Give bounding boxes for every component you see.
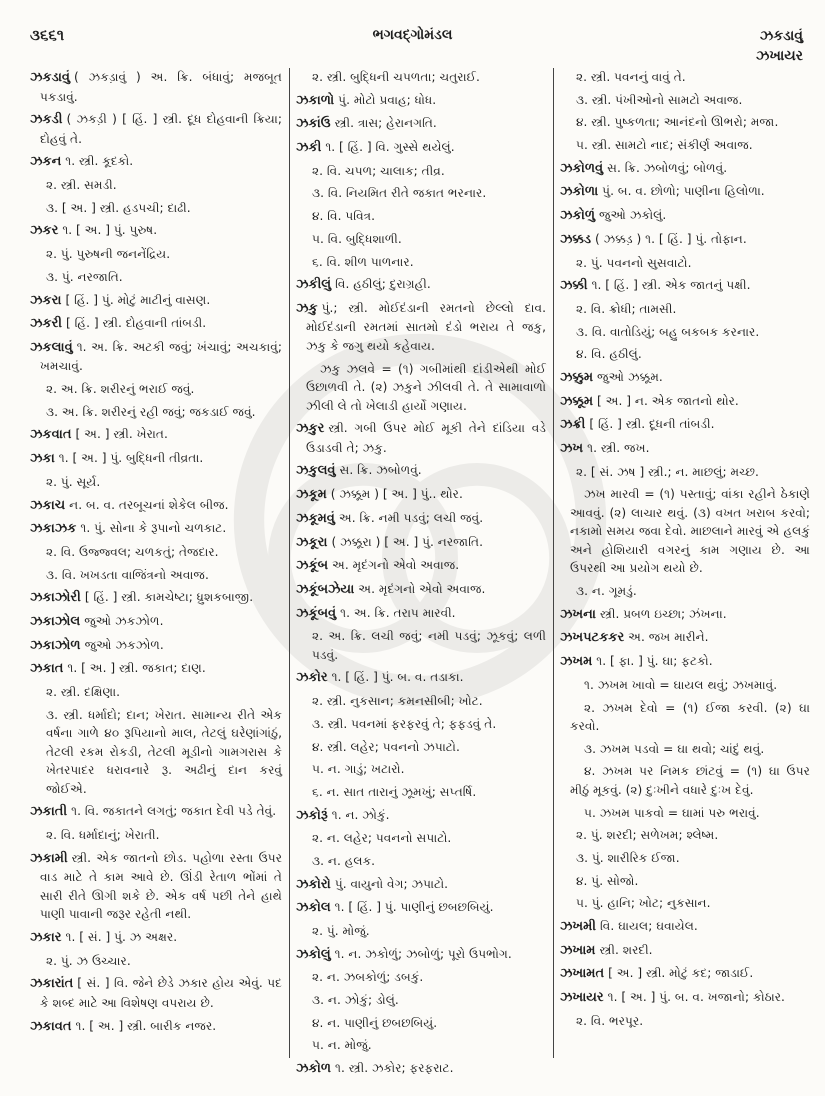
definition: [ અ. ] સ્ત્રી. ખેરાત. <box>75 427 168 442</box>
definition: ૪. વિ. પવિત્ર. <box>312 209 376 224</box>
definition: [ અ. ] ન. એક જાતનો થોર. <box>597 393 739 408</box>
definition: ૩. પું. નરજાતિ. <box>46 269 123 284</box>
headword: ઝકોળા <box>560 184 599 200</box>
definition: જુઓ ઝક્કૂમ. <box>597 369 663 384</box>
sub-sense <box>566 872 810 891</box>
definition: ૧. [ હિં. ] પું. બ. વ. તડાકા. <box>331 670 464 685</box>
sub-sense <box>302 184 546 203</box>
dictionary-entry <box>296 533 546 553</box>
definition: ૨. અ. ક્રિ. શરીરનું ભરાઈ જવું. <box>46 382 195 397</box>
dictionary-entry <box>560 439 810 459</box>
definition: જુઓ ઝકઝોળ. <box>84 637 164 652</box>
definition: અ. મૃદંગનો એવો અવાજ. <box>358 581 486 596</box>
column-divider <box>289 68 290 1058</box>
dictionary-entry <box>296 485 546 505</box>
headword: ઝકોરો <box>296 876 331 892</box>
usage-phrase <box>560 676 810 695</box>
headword: ઝકોલ <box>296 900 331 916</box>
headword: ઝકાળો <box>296 92 335 108</box>
dictionary-entry <box>30 496 282 516</box>
dictionary-entry <box>296 556 546 576</box>
sub-sense <box>302 852 546 871</box>
definition: ૨. ન. ઝબકોળું; ડબકું. <box>312 970 424 985</box>
sub-sense <box>302 253 546 272</box>
headword: ઝક્રી <box>560 417 586 433</box>
sub-sense <box>302 692 546 711</box>
headword: ઝકાઝોલ <box>30 613 81 629</box>
headword: ઝકડાવું <box>30 70 71 85</box>
dictionary-entry <box>560 988 810 1008</box>
dictionary-entry <box>296 419 546 457</box>
headword: ઝકારાંત <box>30 976 74 992</box>
sub-sense <box>566 463 810 482</box>
definition: ૫. ન. ગાડું; ખટારો. <box>312 762 405 777</box>
definition: સ. ક્રિ. ઝબોળવું; બોળવું. <box>607 160 728 175</box>
dictionary-entry <box>296 275 546 295</box>
definition: વિ. ઘાયલ; ઘવાયેલ. <box>599 919 698 933</box>
definition: [ સં. ] વિ. જેને છેડે ઝકાર હોય એવું. પદ કે શબ્દ માટે આ વિશેષણ વપરાય છે. <box>40 976 282 1010</box>
definition: સ્ત્રી. એક જાતનો છોડ. પહોળા રસ્તા ઉપર વાડ માટે તે કામ આવે છે. ઊંડી રેતાળ ભોંમાં તે સારી રીતે ઊગી શકે છે. એક વર્ષ પછી તેને હાથે પાણી પાવાની જરૂર રહેતી નથી. <box>40 850 282 922</box>
dictionary-entry <box>560 964 810 984</box>
sub-sense <box>36 268 282 287</box>
definition: ૨. વિ. ભરપૂર. <box>576 1013 644 1028</box>
headword: ઝકોળું <box>560 208 595 224</box>
definition: ૧. ઝખમ ખાવો = ઘાયલ થવું; ઝખમાવું. <box>584 677 778 692</box>
definition: ૧. [ ફા. ] પું. ઘા; ફટકો. <box>596 654 713 669</box>
dictionary-entry <box>30 425 282 445</box>
headword: ઝક્કી <box>560 278 588 294</box>
headword: ઝકવાત <box>30 427 72 443</box>
definition: ૧. અ. ક્રિ. અટકી જવું; ખંચાવું; અચકાવું; ખમચાવું. <box>40 339 282 374</box>
sub-sense <box>36 403 282 422</box>
headword: ઝકીલું <box>296 277 332 293</box>
definition: ઝખ મારવી = (૧) પસ્તાવું; વાંકા રહીને ઠેકાણે આવવું. (૨) લાચાર થવું. (૩) વખત ખરાબ કરવો; નકામો સમય જવા દેવો. માછલાને મારવું એ હલકું અને હોશિયારી વગરનું કામ ગણાય છે. આ ઉપરથી આ પ્રયોગ થયો છે. <box>570 487 810 576</box>
sub-sense <box>302 738 546 757</box>
usage-phrase <box>560 804 810 823</box>
definition: ૩. ન. ઝોકું; ડોલું. <box>312 993 399 1008</box>
dictionary-entry <box>296 114 546 134</box>
sub-sense <box>302 760 546 779</box>
headword: ઝકૂંબ <box>296 558 329 574</box>
definition: ૨. ઝખમ દેવો = (૧) ઈજા કરવી. (૨) ઘા કરવો. <box>570 700 810 733</box>
definition: ૩. સ્ત્રી. પવનમાં ફરફરવું તે; ફફડવું તે. <box>312 716 497 731</box>
definition: ૨. વિ. ઉજ્જ્વલ; ચળકતું; તેજદાર. <box>46 544 219 559</box>
definition: [ હિં. ] સ્ત્રી. કામચેષ્ટા; ધ્રુશકબાજી. <box>84 590 254 605</box>
dictionary-entry <box>30 449 282 469</box>
definition: [ હિં. ] સ્ત્રી. દોહવાની તાંબડી. <box>66 316 207 331</box>
definition: ૧. [ અ. ] સ્ત્રી. જકાત; દાણ. <box>67 661 206 676</box>
definition: ૫. પું. હાનિ; ખોટ; નુકસાન. <box>576 896 711 911</box>
headword: ઝકામી <box>30 850 68 866</box>
headword: ઝકૂરા <box>296 534 328 550</box>
sub-sense <box>36 566 282 585</box>
column-3 <box>560 68 810 1068</box>
definition: પું. વાયુનો વેગ; ઝપાટો. <box>334 876 449 891</box>
sub-sense <box>36 826 282 845</box>
sub-sense <box>36 176 282 195</box>
dictionary-entry <box>560 652 810 672</box>
sub-sense <box>302 162 546 181</box>
headword: ઝખામત <box>560 966 605 982</box>
dictionary-entry <box>560 159 810 179</box>
dictionary-entry <box>30 928 282 948</box>
definition: ૩. અ. ક્રિ. શરીરનું રહી જવું; જકડાઈ જવું. <box>46 404 256 419</box>
dictionary-entry <box>560 415 810 435</box>
definition: ૧. [ અ. ] પું. પુરુષ. <box>62 223 158 238</box>
sub-sense <box>566 894 810 913</box>
definition: ( ઝક્કૂમ ) [ અ. ] પું.. થોર. <box>330 487 463 502</box>
sub-sense <box>302 922 546 941</box>
definition: ( ઝક્કૂરા ) [ અ. ] પું. નરજાતિ. <box>331 534 483 549</box>
definition: ૪. સ્ત્રી. પુષ્કળતા; આનંદનો ઊભરો; મજા. <box>576 115 779 130</box>
sub-sense <box>566 91 810 110</box>
definition: ૨. ન. લહેર; પવનનો સપાટો. <box>312 831 452 846</box>
headword: ઝકરી <box>30 316 63 332</box>
definition: ૨. સ્ત્રી. પવનનું વાવું તે. <box>576 70 686 84</box>
sub-sense <box>302 783 546 802</box>
headword: ઝકાઝોળ <box>30 637 81 653</box>
definition: સ્ત્રી. ત્રાસ; હેરાનગતિ. <box>334 116 437 131</box>
headword: ઝકાર <box>30 929 62 945</box>
headword: ઝકલાવું <box>30 339 73 355</box>
sub-sense <box>302 1036 546 1055</box>
headword: ઝખપટકકર <box>560 630 625 646</box>
sub-sense <box>302 627 546 664</box>
dictionary-entry <box>30 974 282 1012</box>
headword: ઝકાચ <box>30 497 66 513</box>
book-title: ભગવદ્ગોમંડલ <box>372 27 453 43</box>
definition: ૨. પું. સૂર્ય. <box>46 474 101 489</box>
headword: ઝકૂમવું <box>296 510 335 526</box>
usage-phrase <box>560 485 810 578</box>
definition: ૨. સ્ત્રી. નુકસાન; કમનસીબી; ખોટ. <box>312 694 483 709</box>
definition: ૩. ન. ગૂમડું. <box>576 584 637 599</box>
definition: ૧. [ હિં. ] સ્ત્રી. એક જાતનું પક્ષી. <box>591 278 751 293</box>
dictionary-entry <box>30 221 282 241</box>
headword: ઝખમ <box>560 654 593 670</box>
dictionary-entry <box>296 509 546 529</box>
dictionary-entry <box>296 299 546 356</box>
definition: ૪. ન. પાણીનું છબછબિયું. <box>312 1015 438 1030</box>
sub-sense <box>36 473 282 492</box>
definition: ૧. ન. ઝોકું. <box>331 807 390 822</box>
sub-sense <box>36 543 282 562</box>
sub-sense <box>566 849 810 868</box>
definition: ૩. વિ. ખખડતા વાજિંત્રનો અવાજ. <box>46 567 209 582</box>
sub-sense <box>302 68 546 87</box>
definition: ૪. સ્ત્રી. લહેર; પવનનો ઝપાટો. <box>312 739 460 754</box>
headword: ઝકાવત <box>30 1018 72 1034</box>
sub-sense <box>36 199 282 218</box>
dictionary-entry <box>296 898 546 918</box>
sub-sense <box>302 991 546 1010</box>
dictionary-entry <box>560 392 810 412</box>
definition: ૧. વિ. જકાતને લગતું; જકાત દેવી પડે તેવું. <box>71 804 277 819</box>
definition: ૧. [ અ. ] પું. બ. વ. ખજાનો; કોઠાર. <box>607 990 785 1005</box>
last-guide-word: ઝખાયર <box>756 48 803 64</box>
dictionary-entry <box>30 588 282 608</box>
headword: ઝકોળવું <box>560 160 604 176</box>
definition: ઝકુ ઝલવે = (૧) ગબીમાંથી દાંડીએથી મોઈ ઉછાળવી તે. (૨) ઝકુને ઝીલવી તે. તે સામાવાળો ઝીલી લે તો ખેલાડી હાર્યો ગણાય. <box>306 361 546 413</box>
dictionary-entry <box>560 276 810 296</box>
definition: ૬. ન. સાત તારાનું ઝૂમખું; સપ્તર્ષિ. <box>312 784 477 799</box>
definition: ૨. પું. પવનનો સુસવાટો. <box>576 255 692 270</box>
sub-sense <box>302 715 546 734</box>
dictionary-entry <box>560 182 810 202</box>
definition: અ. જખ મારીને. <box>628 630 709 645</box>
dictionary-entry <box>560 628 810 648</box>
usage-phrase <box>296 360 546 416</box>
headword: ઝકોળ <box>296 1061 331 1077</box>
definition: ૧. [ અ. ] પું. બુદ્ધિની તીવ્રતા. <box>58 451 204 466</box>
definition: ૧. ન. ઝકોળું; ઝબોળું; પૂરો ઉપભોગ. <box>334 946 512 961</box>
headword: ઝકુ <box>296 300 318 316</box>
definition: [ હિં. ] સ્ત્રી. દૂધની તાંબડી. <box>589 417 715 432</box>
dictionary-entry <box>296 461 546 481</box>
headword: ઝકડી <box>30 112 63 128</box>
definition: ૩. ન. હલક. <box>312 853 376 868</box>
dictionary-entry <box>560 368 810 388</box>
definition: ૧. [ હિં. ] વિ. ગુસ્સે થયેલું. <box>325 140 455 155</box>
definition: ૨. વિ. ચપળ; ચાલાક; તીવ્ર. <box>312 163 445 178</box>
headword: ઝખામ <box>560 942 596 958</box>
dictionary-entry <box>30 519 282 539</box>
definition: સ્ત્રી. પ્રબળ ઇચ્છા; ઝંખના. <box>599 606 727 621</box>
headword: ઝકૂંબવું <box>296 605 337 621</box>
definition: જુઓ ઝકઝોળ. <box>84 613 164 628</box>
headword: ઝકી <box>296 140 322 156</box>
definition: ૨. પું. મોજું. <box>312 924 370 938</box>
definition: ૩. પું. શારીરિક ઈજા. <box>576 850 680 865</box>
sub-sense <box>566 136 810 155</box>
column-2 <box>296 68 546 1077</box>
page-number: ૩૬૬૧ <box>30 26 65 44</box>
sub-sense <box>566 113 810 132</box>
sub-sense <box>302 968 546 987</box>
headword: ઝકા <box>30 451 55 467</box>
headword: ઝકુર <box>296 421 325 437</box>
definition: ૨. અ. ક્રિ. લચી જવું; નમી પડવું; ઝૂકવું; લળી પડવું. <box>312 629 546 662</box>
dictionary-entry <box>560 941 810 961</box>
definition: ૨. વિ. ધર્માદાનું; ખેરાતી. <box>46 828 160 843</box>
sub-sense <box>566 582 810 601</box>
dictionary-entry <box>30 152 282 172</box>
usage-phrase <box>560 740 810 759</box>
headword: ઝક્કૂમ <box>560 393 594 409</box>
first-guide-word: ઝકડાવું <box>759 28 803 44</box>
definition: [ હિં. ] પું. મોટું માટીનું વાસણ. <box>65 292 211 307</box>
headword: ઝકરા <box>30 292 62 308</box>
dictionary-entry <box>296 91 546 111</box>
headword: ઝકાઝોરી <box>30 590 81 606</box>
headword: ઝક્કડ <box>560 231 591 247</box>
definition: ૨. સ્ત્રી. સમડી. <box>46 178 117 193</box>
definition: ૩. વિ. વાતોડિયું; બહુ બકબક કરનાર. <box>576 324 760 339</box>
dictionary-entry <box>296 604 546 624</box>
headword: ઝકોલું <box>296 946 331 962</box>
dictionary-entry <box>30 659 282 679</box>
guide-words <box>756 26 803 66</box>
definition: વિ. હઠીલું; દુરાગ્રહી. <box>335 277 431 292</box>
dictionary-entry <box>30 338 282 376</box>
definition: ૧. સ્ત્રી. જખ. <box>587 441 650 455</box>
headword: ઝખ <box>560 441 584 456</box>
definition: ૪. ઝખમ પર નિમક છાંટવું = (૧) ઘા ઉપર મીઠું મૂકવું. (૨) દુઃખીને વધારે દુઃખ દેવું. <box>570 764 810 797</box>
definition: જુઓ ઝકોલું. <box>598 208 667 223</box>
definition: ૨. સ્ત્રી. બુદ્ધિની ચપળતા; ચતુરાઈ. <box>312 70 480 84</box>
dictionary-entry <box>30 636 282 656</box>
definition: ૧. સ્ત્રી. કૂદકો. <box>65 154 134 169</box>
dictionary-entry <box>296 668 546 688</box>
dictionary-entry <box>30 314 282 334</box>
headword: ઝકર <box>30 223 59 239</box>
definition: અ. મૃદંગનો એવો અવાજ. <box>332 558 460 573</box>
sub-sense <box>566 826 810 845</box>
definition: ૩. ઝખમ પડવો = ઘા થવો; ચાંદું થવું. <box>584 741 765 756</box>
dictionary-entry <box>30 68 282 106</box>
dictionary-entry <box>30 291 282 311</box>
definition: ૩. સ્ત્રી. ધર્માદો; દાન; ખેરાત. સામાન્ય રીતે એક વર્ષના ગાળે ૪૦ રૂપિયાનો માલ, તેટલું ઘરેણાંગાંઠું, તેટલી રકમ રોકડી, તેટલી મૂડીનો ગામગરાસ કે ખેતરપાદર ધરાવનારે રૂ. અઢીનું દાન કરવું જોઈએ. <box>46 707 282 796</box>
sub-sense <box>36 706 282 799</box>
usage-phrase <box>560 762 810 799</box>
sub-sense <box>302 230 546 249</box>
dictionary-entry <box>560 605 810 625</box>
dictionary-entry <box>296 945 546 965</box>
definition: [ અ. ] સ્ત્રી. મોટું કદ; જાડાઈ. <box>608 966 754 981</box>
definition: પું.; સ્ત્રી. મોઈદંડાની રમતનો છેલ્લો દાવ. મોઈદંડાની રમતમાં સાતમો દંડો ભરાય તે જકુ, ઝકુ કે જગુ થયો કહેવાય. <box>306 300 546 353</box>
definition: ૬. વિ. શીળ પાળનાર. <box>312 254 414 269</box>
sub-sense <box>566 323 810 342</box>
definition: ૧. અ. ક્રિ. તરાપ મારવી. <box>340 605 456 620</box>
definition: ૧. [ અ. ] સ્ત્રી. બારીક નજર. <box>75 1018 217 1033</box>
definition: ( ઝકડ઼ાવું ) અ. ક્રિ. બંધાવું; મજબૂત પકડાવું. <box>40 70 282 104</box>
definition: ૨. સ્ત્રી. દક્ષિણા. <box>46 685 121 699</box>
definition: ૪. વિ. હઠીલું. <box>576 347 642 362</box>
definition: ૫. ઝખમ પાકવો = ઘામાં પરુ ભરાવું. <box>584 805 760 820</box>
headword: ઝકૂમ <box>296 487 327 503</box>
column-divider <box>553 68 554 1058</box>
definition: ૨. પું. પુરુષની જનનેંદ્રિય. <box>46 247 171 262</box>
sub-sense <box>36 380 282 399</box>
headword: ઝકૂંબઝેયા <box>296 581 355 597</box>
definition: ૫. ન. મોજું. <box>312 1038 372 1053</box>
definition: ૧. [ સં. ] પું. ઝ અક્ષર. <box>65 929 178 944</box>
headword: ઝકન <box>30 154 62 170</box>
sub-sense <box>36 683 282 702</box>
definition: ન. બ. વ. તરબૂચનાં શેકેલ બીજ. <box>69 497 229 512</box>
definition: ( ઝકડ઼ી ) [ હિં. ] સ્ત્રી. દૂધ દોહવાની ક્રિયા; દોહવું તે. <box>40 112 282 146</box>
column-1 <box>30 68 282 1068</box>
headword: ઝકાત <box>30 661 64 677</box>
headword: ઝકોરૂં <box>296 807 328 823</box>
dictionary-entry <box>30 849 282 924</box>
sub-sense <box>566 68 810 87</box>
definition: પું. બ. વ. છોળો; પાણીના હિલોળા. <box>602 184 765 199</box>
definition: ૧. [ હિં. ] પું. પાણીનું છબછબિયું. <box>334 900 494 915</box>
definition: ૨. પું. ઝ ઉચ્ચાર. <box>46 953 131 968</box>
definition: ૫. સ્ત્રી. સામટો નાદ; સંકીર્ણ અવાજ. <box>576 138 753 153</box>
headword: ઝકાંઉ <box>296 116 331 132</box>
definition: અ. ક્રિ. નમી પડવું; લચી જવું. <box>338 510 484 525</box>
dictionary-entry <box>30 110 282 148</box>
sub-sense <box>566 1012 810 1031</box>
definition: ૨. [ સં. ઝષ ] સ્ત્રી.; ન. માછલું; મચ્છ. <box>576 464 759 479</box>
sub-sense <box>36 952 282 971</box>
dictionary-entry <box>560 230 810 250</box>
headword: ઝકાતી <box>30 804 68 820</box>
definition: ૩. સ્ત્રી. પંખીઓનો સામટો અવાજ. <box>576 92 743 107</box>
dictionary-entry <box>296 138 546 158</box>
dictionary-entry <box>296 1059 546 1079</box>
dictionary-entry <box>560 206 810 226</box>
sub-sense <box>36 245 282 264</box>
definition: સ્ત્રી. શરદી. <box>599 942 653 957</box>
headword: ઝકાઝક <box>30 521 77 537</box>
sub-sense <box>302 1014 546 1033</box>
headword: ઝકોર <box>296 670 328 686</box>
definition: સ. ક્રિ. ઝબોળવું. <box>339 463 422 478</box>
dictionary-entry <box>296 875 546 895</box>
definition: ૫. વિ. બુદ્ધિશાળી. <box>312 231 402 246</box>
dictionary-entry <box>30 802 282 822</box>
sub-sense <box>566 345 810 364</box>
sub-sense <box>302 207 546 226</box>
definition: ( ઝક્કડ઼ ) ૧. [ હિં. ] પું. તોફાન. <box>595 231 747 246</box>
dictionary-entry <box>296 806 546 826</box>
dictionary-entry <box>560 917 810 937</box>
sub-sense <box>302 829 546 848</box>
dictionary-entry <box>296 580 546 600</box>
dictionary-entry <box>30 612 282 632</box>
usage-phrase <box>560 699 810 736</box>
headword: ઝખમી <box>560 919 596 934</box>
definition: ૧. સ્ત્રી. ઝકોર; ફરફરાટ. <box>334 1061 454 1076</box>
definition: ૩. વિ. નિયમિત રીતે જકાત ભરનાર. <box>312 186 487 201</box>
definition: સ્ત્રી. ગબી ઉપર મોઈ મૂકી તેને દાંડિયા વડે ઉડાડવી તે; ઝકુ. <box>306 421 546 455</box>
sub-sense <box>566 254 810 273</box>
definition: ૧. પું. સોના કે રૂપાનો ચળકાટ. <box>80 521 227 536</box>
headword: ઝખાયર <box>560 990 604 1006</box>
definition: ૨. વિ. ક્રોધી; તામસી. <box>576 301 677 316</box>
headword: ઝક્કુમ <box>560 369 594 385</box>
definition: ૪. પું. સોજો. <box>576 873 639 888</box>
dictionary-entry <box>30 1017 282 1037</box>
headword: ઝકુલવું <box>296 463 336 479</box>
headword: ઝખના <box>560 606 596 622</box>
sub-sense <box>566 300 810 319</box>
definition: ૨. પું. શરદી; સળેખમ; શ્લેષ્મ. <box>576 828 719 843</box>
definition: પું. મોટો પ્રવાહ; ધોધ. <box>338 92 437 107</box>
definition: ૩. [ અ. ] સ્ત્રી. હડપચી; દાઢી. <box>46 200 191 215</box>
